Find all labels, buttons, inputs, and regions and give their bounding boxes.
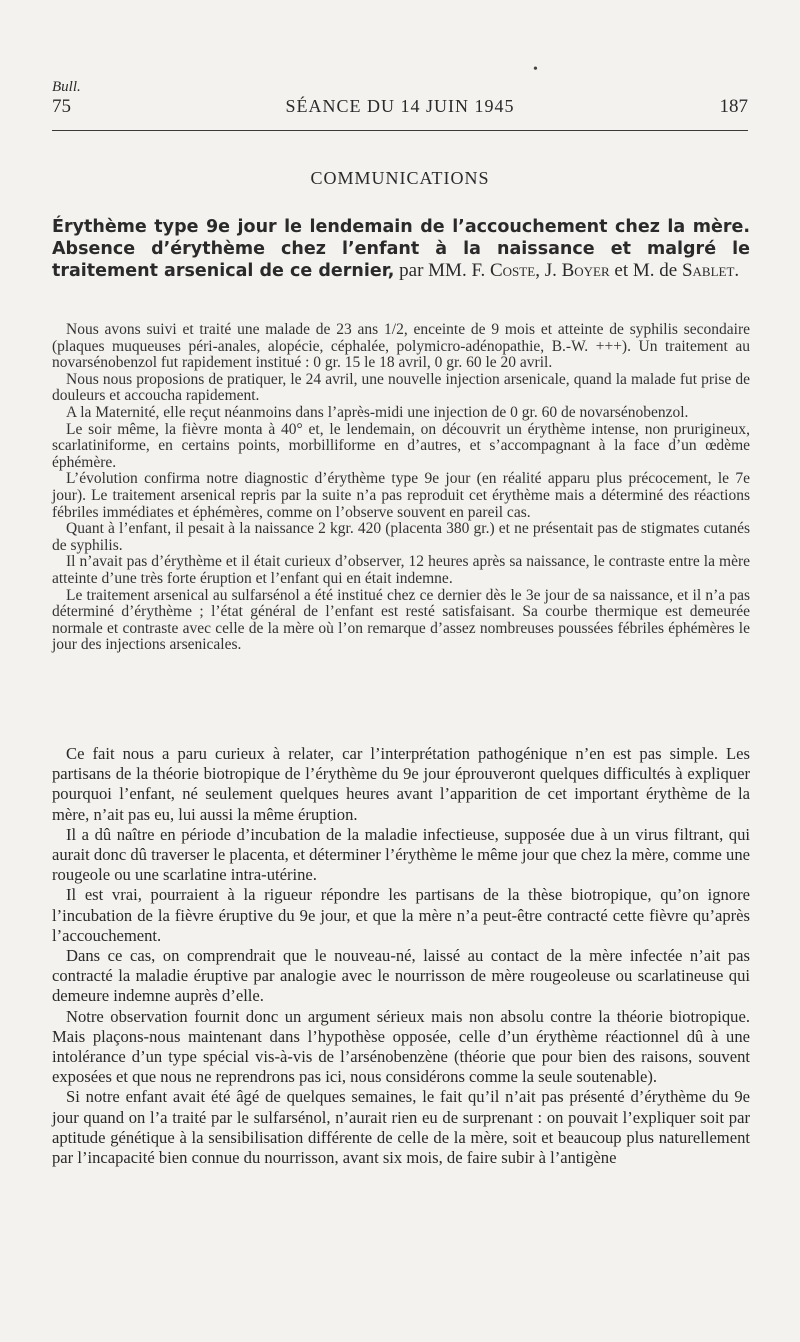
discussion-paragraph: Notre observation fournit donc un argument sérieux mais non absolu contre la théorie biotropique. Mais plaçons-nous maintenant dans l’hypothèse opposée, celle d’un érythème réactionnel dû à une intolérance d’un type spécial vis-à-vis de l’arsénobenzène (théorie que pour bien des raisons, souvent exposées et que nous ne reprendrons pas ici, nous considérons comme la seule soutenable). (52, 1006, 750, 1087)
header-rule (52, 130, 748, 131)
case-observation (52, 322, 750, 654)
observation-paragraph: Nous avons suivi et traité une malade de 23 ans 1/2, enceinte de 9 mois et atteinte de syphilis secondaire (plaques muqueuses péri-anales, alopécie, céphalée, polymicro-adénopathie, B.-W. +++). Un traitement au novarsénobenzol fut rapidement institué : 0 gr. 15 le 18 avril, 0 gr. 60 le 20 avril. (52, 321, 750, 372)
margin-mark: • (533, 62, 538, 77)
volume-number: 75 (52, 96, 71, 117)
observation-paragraph: Nous nous proposions de pratiquer, le 24 avril, une nouvelle injection arsenicale, quand la malade fut prise de douleurs et accoucha rapidement. (52, 370, 750, 405)
article-title-main: Érythème type 9e jour le lendemain de l’accouchement chez la mère. Absence d’érythème chez l’enfant à la naissance et malgré le traitement arsenical de ce dernier, (52, 217, 750, 281)
observation-paragraph: A la Maternité, elle reçut néanmoins dans l’après-midi une injection de 0 gr. 60 de novarsénobenzol. (66, 403, 689, 421)
article-title (52, 216, 750, 282)
discussion-paragraph: Si notre enfant avait été âgé de quelques semaines, le fait qu’il n’ait pas présenté d’érythème du 9e jour quand on l’a traité par le sulfarsénol, n’aurait rien eu de surprenant : on pouvait l’expliquer soit par aptitude génétique à la sensibilisation différente de celle de la mère, soit et beaucoup plus naturellement par l’incapacité bien connue du nourrisson, avant six mois, de faire subir à l’antigène (52, 1087, 750, 1168)
discussion-paragraph: Ce fait nous a paru curieux à relater, car l’interprétation pathogénique n’en est pas simple. Les partisans de la théorie biotropique de l’érythème du 9e jour éprouveront quelques difficultés à expliquer pourquoi l’enfant, né seulement quelques heures avant l’apparition de cet important érythème de la mère, n’ait pas eu, lui aussi la même éruption. (52, 744, 750, 824)
observation-paragraph: L’évolution confirma notre diagnostic d’érythème type 9e jour (en réalité apparu plus précocement, le 7e jour). Le traitement arsenical repris par la suite n’a pas reproduit cet érythème mais a déterminé des réactions fébriles immédiates et éphémères, comme on l’observe souvent en pareil cas. (52, 470, 750, 521)
section-heading: COMMUNICATIONS (310, 168, 490, 188)
bull-label: Bull. (52, 79, 81, 95)
authors-sep-1: , J. (535, 260, 562, 281)
authors-end: . (734, 260, 740, 281)
session-heading: SÉANCE DU 14 JUIN 1945 (285, 96, 515, 116)
discussion-paragraph: Il est vrai, pourraient à la rigueur répondre les partisans de la thèse biotropique, qu’on ignore l’incubation de la fièvre éruptive du 9e jour, et que la mère n’a peut-être contracté cette fièvre qu’après l’accouchement. (52, 885, 750, 945)
author-sablet: Sablet (681, 260, 735, 281)
observation-paragraph: Le traitement arsenical au sulfarsénol a été institué chez ce dernier dès le 3e jour de sa naissance, et il n’a pas déterminé d’érythème ; l’état général de l’enfant est resté satisfaisant. Sa courbe thermique est demeurée normale et contraste avec celle de la mère où l’on remarque d’assez nombreuses poussées fébriles éphémères le jour des injections arsenicales. (52, 586, 750, 654)
author-coste: Coste (490, 260, 536, 281)
observation-paragraph: Le soir même, la fièvre monta à 40° et, le lendemain, on découvrit un érythème intense, non prurigineux, scarlatiniforme, en certains points, morbilliforme en d’autres, et s’accompagnant à la face d’un œdème éphémère. (52, 420, 750, 471)
discussion (52, 744, 750, 1168)
observation-paragraph: Il n’avait pas d’érythème et il était curieux d’observer, 12 heures après sa naissance, le contraste entre la mère atteinte d’une très forte éruption et l’enfant qui en était indemne. (52, 553, 750, 587)
page-number: 187 (719, 96, 748, 117)
discussion-paragraph: Dans ce cas, on comprendrait que le nouveau-né, laissé au contact de la mère infectée n’ait pas contracté la maladie éruptive par analogie avec le nourrisson de mère rougeoleuse ou scarlatineuse qui demeure indemne auprès d’elle. (52, 946, 750, 1006)
running-header (52, 96, 748, 124)
discussion-paragraph: Il a dû naître en période d’incubation de la maladie infectieuse, supposée due à un virus filtrant, qui aurait donc dû traverser le placenta, et déterminer l’érythème le même jour que chez la mère, comme une rougeole ou une scarlatine intra-utérine. (52, 824, 750, 885)
authors-sep-2: et M. de (609, 260, 682, 281)
authors-prefix: par MM. F. (394, 260, 490, 281)
author-boyer: Boyer (561, 260, 610, 281)
observation-paragraph: Quant à l’enfant, il pesait à la naissance 2 kgr. 420 (placenta 380 gr.) et ne présentait pas de stigmates cutanés de syphilis. (52, 520, 750, 554)
